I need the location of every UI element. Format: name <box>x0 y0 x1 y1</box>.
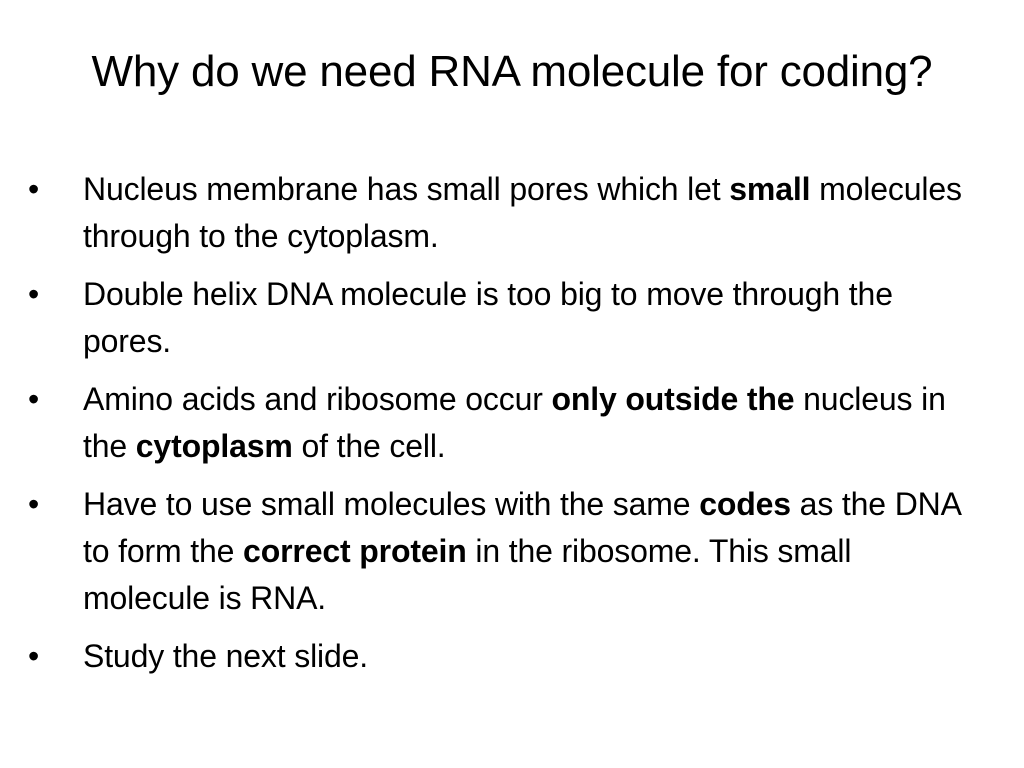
text-segment: nucleus in the <box>83 381 946 464</box>
bullet-text <box>83 276 893 359</box>
bullet-marker: • <box>28 638 40 674</box>
emphasis-text: codes <box>699 486 791 522</box>
text-segment: Study the next slide. <box>83 638 369 674</box>
text-segment: of the cell. <box>292 428 446 464</box>
emphasis-text: small <box>729 171 811 207</box>
emphasis-text: only outside the <box>551 381 795 417</box>
bullet-item <box>0 271 1024 365</box>
emphasis-text: cytoplasm <box>135 428 293 464</box>
bullet-item <box>0 481 1024 622</box>
text-segment: molecules through to the cytoplasm. <box>83 171 962 254</box>
bullet-marker: • <box>28 171 40 207</box>
bullet-text <box>83 381 946 464</box>
text-segment: as the DNA to form the <box>83 486 961 569</box>
slide-title: Why do we need RNA molecule for coding? <box>91 47 933 96</box>
bullet-item <box>0 633 1024 680</box>
bullet-item <box>0 376 1024 470</box>
bullet-marker: • <box>28 276 40 312</box>
text-segment: Double helix DNA molecule is too big to move through the pores. <box>83 276 893 359</box>
emphasis-text: correct protein <box>243 533 467 569</box>
bullet-text <box>83 638 368 674</box>
text-segment: Have to use small molecules with the same <box>83 486 700 522</box>
bullet-item <box>0 166 1024 260</box>
text-segment: Nucleus membrane has small pores which let <box>83 171 730 207</box>
text-segment: in the ribosome. This small molecule is RNA. <box>83 533 852 616</box>
text-segment: Amino acids and ribosome occur <box>83 381 552 417</box>
bullet-text <box>83 171 962 254</box>
bullet-list <box>0 166 1024 691</box>
bullet-text <box>83 486 960 616</box>
bullet-marker: • <box>28 486 40 522</box>
bullet-marker: • <box>28 381 40 417</box>
